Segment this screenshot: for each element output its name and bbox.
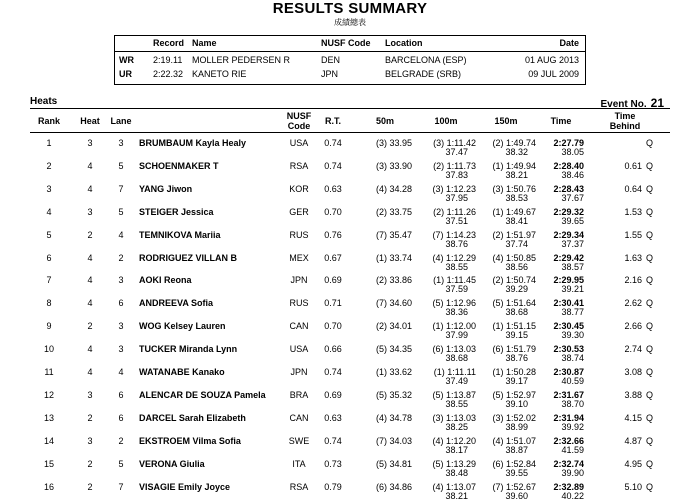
lap-150m: 38.32 bbox=[505, 147, 528, 157]
lap-200m: 38.46 bbox=[561, 169, 584, 180]
final-time: 2:29.95 bbox=[553, 275, 584, 286]
col-rt: R.T. bbox=[324, 116, 341, 126]
lap-100m: 37.83 bbox=[445, 169, 468, 180]
lap-200m: 40.22 bbox=[561, 490, 584, 501]
split-100m: (4) 1:12.29 bbox=[432, 252, 476, 263]
section-label: Heats bbox=[30, 96, 58, 107]
heat-cell: 4 bbox=[87, 367, 93, 377]
swimmer-name: VISAGIE Emily Joyce bbox=[139, 481, 231, 492]
lap-150m: 38.53 bbox=[505, 192, 528, 203]
lane-cell: 4 bbox=[118, 367, 124, 377]
col-rank: Rank bbox=[37, 116, 60, 126]
reaction-time: 0.70 bbox=[324, 206, 342, 217]
lap-150m: 38.68 bbox=[505, 307, 528, 318]
swimmer-name: RODRIGUEZ VILLAN B bbox=[139, 252, 237, 263]
qualified-mark: Q bbox=[646, 367, 654, 377]
nation-code: USA bbox=[289, 138, 309, 148]
final-time: 2:30.41 bbox=[553, 298, 584, 309]
swimmer-name: AOKI Reona bbox=[139, 275, 192, 286]
final-time: 2:32.74 bbox=[553, 458, 584, 469]
time-behind: 2.16 bbox=[624, 275, 642, 286]
lane-cell: 5 bbox=[118, 160, 124, 171]
records-header-name: Name bbox=[192, 38, 217, 48]
lap-100m: 37.59 bbox=[445, 284, 468, 295]
record-name: MOLLER PEDERSEN R bbox=[192, 55, 291, 65]
lap-150m: 39.10 bbox=[505, 398, 528, 409]
nation-code: MEX bbox=[289, 252, 309, 263]
lap-200m: 38.57 bbox=[561, 261, 584, 272]
table-row bbox=[0, 272, 700, 295]
table-row bbox=[0, 181, 700, 204]
time-behind: 2.66 bbox=[624, 321, 642, 332]
table-row bbox=[0, 479, 700, 502]
reaction-time: 0.71 bbox=[324, 298, 342, 309]
swimmer-name: VERONA Giulia bbox=[139, 458, 205, 469]
col-nusf: NUSF bbox=[286, 111, 312, 121]
final-time: 2:27.79 bbox=[553, 138, 584, 148]
swimmer-name: TEMNIKOVA Mariia bbox=[139, 229, 221, 240]
rank-cell: 13 bbox=[43, 412, 54, 423]
lap-200m: 40.59 bbox=[561, 376, 584, 386]
table-row bbox=[0, 204, 700, 227]
record-location: BARCELONA (ESP) bbox=[385, 55, 467, 65]
swimmer-name: WATANABE Kanako bbox=[139, 367, 225, 377]
records-header-location: Location bbox=[385, 38, 423, 48]
lap-150m: 38.87 bbox=[505, 444, 528, 455]
lap-200m: 39.92 bbox=[561, 421, 584, 432]
lane-cell: 2 bbox=[118, 252, 124, 263]
records-header-code: NUSF Code bbox=[321, 38, 371, 48]
record-type: UR bbox=[119, 69, 132, 79]
heat-cell: 3 bbox=[87, 206, 93, 217]
col-100m: 100m bbox=[434, 116, 458, 126]
lane-cell: 4 bbox=[118, 229, 124, 240]
event-label: Event No. bbox=[600, 99, 647, 110]
swimmer-name: ALENCAR DE SOUZA Pamela bbox=[139, 389, 266, 400]
heat-cell: 3 bbox=[87, 138, 93, 148]
lap-200m: 39.30 bbox=[561, 330, 584, 341]
split-150m: (2) 1:49.74 bbox=[492, 138, 536, 148]
lane-cell: 6 bbox=[118, 389, 124, 400]
qualified-mark: Q bbox=[646, 275, 654, 286]
lap-200m: 38.05 bbox=[561, 147, 584, 157]
table-row bbox=[0, 410, 700, 433]
lap-200m: 39.65 bbox=[561, 215, 584, 226]
split-100m: (3) 1:11.42 bbox=[433, 138, 476, 148]
record-code: JPN bbox=[321, 69, 339, 79]
heat-cell: 2 bbox=[87, 481, 93, 492]
records-header-record: Record bbox=[153, 38, 185, 48]
records-table bbox=[114, 35, 586, 85]
col-heat: Heat bbox=[80, 116, 100, 126]
reaction-time: 0.79 bbox=[324, 481, 342, 492]
lap-200m: 37.67 bbox=[561, 192, 584, 203]
lap-100m: 37.95 bbox=[445, 192, 468, 203]
split-150m: (3) 1:50.76 bbox=[492, 183, 536, 194]
rank-cell: 11 bbox=[44, 367, 54, 377]
split-50m: (3) 33.90 bbox=[375, 160, 412, 171]
split-150m: (6) 1:51.79 bbox=[492, 344, 536, 355]
split-100m: (2) 1:11.73 bbox=[433, 160, 476, 171]
time-behind: 1.55 bbox=[624, 229, 642, 240]
split-50m: (5) 34.81 bbox=[375, 458, 412, 469]
nation-code: GER bbox=[289, 206, 309, 217]
nation-code: RUS bbox=[289, 229, 309, 240]
table-row bbox=[0, 250, 700, 273]
split-50m: (6) 34.86 bbox=[375, 481, 412, 492]
final-time: 2:31.67 bbox=[553, 389, 584, 400]
lane-cell: 3 bbox=[118, 321, 124, 332]
reaction-time: 0.66 bbox=[324, 344, 342, 355]
split-150m: (6) 1:52.84 bbox=[492, 458, 536, 469]
page-title: RESULTS SUMMARY bbox=[272, 0, 428, 17]
split-150m: (4) 1:50.85 bbox=[492, 252, 536, 263]
rank-cell: 15 bbox=[43, 458, 54, 469]
heat-cell: 3 bbox=[87, 389, 93, 400]
table-row bbox=[0, 456, 700, 479]
lap-100m: 38.68 bbox=[445, 353, 468, 364]
time-behind: 3.88 bbox=[624, 389, 642, 400]
qualified-mark: Q bbox=[646, 321, 654, 332]
split-50m: (3) 33.95 bbox=[375, 138, 412, 148]
qualified-mark: Q bbox=[646, 481, 654, 492]
heat-cell: 4 bbox=[87, 275, 93, 286]
lap-100m: 38.48 bbox=[445, 467, 468, 478]
split-150m: (1) 1:51.15 bbox=[492, 321, 536, 332]
time-behind: 4.95 bbox=[624, 458, 642, 469]
lap-200m: 39.21 bbox=[561, 284, 584, 295]
reaction-time: 0.63 bbox=[324, 412, 342, 423]
heat-cell: 4 bbox=[87, 252, 93, 263]
lane-cell: 3 bbox=[118, 275, 124, 286]
split-100m: (3) 1:13.03 bbox=[432, 412, 476, 423]
final-time: 2:30.87 bbox=[553, 367, 584, 377]
time-behind: 4.87 bbox=[624, 435, 642, 446]
split-150m: (1) 1:49.67 bbox=[492, 206, 536, 217]
qualified-mark: Q bbox=[646, 206, 654, 217]
col-lane: Lane bbox=[110, 116, 132, 126]
qualified-mark: Q bbox=[646, 160, 654, 171]
nation-code: USA bbox=[289, 344, 309, 355]
lane-cell: 7 bbox=[118, 183, 124, 194]
final-time: 2:29.34 bbox=[553, 229, 584, 240]
table-row bbox=[0, 158, 700, 181]
lane-cell: 2 bbox=[118, 435, 124, 446]
lap-150m: 38.76 bbox=[505, 353, 528, 364]
table-row bbox=[0, 227, 700, 250]
qualified-mark: Q bbox=[646, 458, 654, 469]
lap-150m: 39.15 bbox=[505, 330, 528, 341]
rank-cell: 3 bbox=[46, 183, 52, 194]
time-behind: 1.63 bbox=[624, 252, 642, 263]
lap-150m: 39.29 bbox=[505, 284, 528, 295]
heat-cell: 4 bbox=[87, 183, 93, 194]
lap-200m: 38.77 bbox=[561, 307, 584, 318]
lap-150m: 39.55 bbox=[505, 467, 528, 478]
split-50m: (2) 33.75 bbox=[375, 206, 412, 217]
split-150m: (1) 1:50.28 bbox=[492, 367, 536, 377]
rank-cell: 5 bbox=[46, 229, 52, 240]
nation-code: KOR bbox=[289, 183, 309, 194]
nation-code: RSA bbox=[289, 160, 309, 171]
final-time: 2:29.32 bbox=[553, 206, 584, 217]
reaction-time: 0.74 bbox=[324, 435, 342, 446]
final-time: 2:29.42 bbox=[553, 252, 584, 263]
qualified-mark: Q bbox=[646, 183, 654, 194]
table-row bbox=[0, 433, 700, 456]
rank-cell: 8 bbox=[46, 298, 52, 309]
rank-cell: 1 bbox=[46, 138, 52, 148]
col-150m: 150m bbox=[494, 116, 518, 126]
record-time: 2:22.32 bbox=[153, 69, 184, 79]
split-50m: (5) 34.35 bbox=[375, 344, 412, 355]
results-column-headers bbox=[0, 110, 700, 132]
col-time: Time bbox=[550, 116, 572, 126]
time-behind: 3.08 bbox=[624, 367, 642, 377]
lap-100m: 38.55 bbox=[445, 398, 468, 409]
final-time: 2:28.40 bbox=[553, 160, 584, 171]
record-location: BELGRADE (SRB) bbox=[385, 69, 462, 79]
split-100m: (4) 1:13.07 bbox=[432, 481, 476, 492]
table-row bbox=[0, 387, 700, 410]
split-100m: (5) 1:13.87 bbox=[432, 389, 476, 400]
qualified-mark: Q bbox=[646, 138, 654, 148]
split-50m: (1) 33.62 bbox=[375, 367, 412, 377]
split-100m: (2) 1:11.26 bbox=[433, 206, 476, 217]
split-150m: (5) 1:51.64 bbox=[492, 298, 536, 309]
split-150m: (2) 1:51.97 bbox=[492, 229, 536, 240]
final-time: 2:30.45 bbox=[553, 321, 584, 332]
time-behind: 2.74 bbox=[624, 344, 642, 355]
swimmer-name: SCHOENMAKER T bbox=[139, 160, 219, 171]
split-100m: (7) 1:14.23 bbox=[432, 229, 476, 240]
lane-cell: 6 bbox=[118, 298, 124, 309]
heat-cell: 2 bbox=[87, 412, 93, 423]
qualified-mark: Q bbox=[646, 229, 654, 240]
lane-cell: 3 bbox=[118, 344, 124, 355]
heat-cell: 2 bbox=[87, 321, 93, 332]
lane-cell: 6 bbox=[118, 412, 124, 423]
record-date: 01 AUG 2013 bbox=[524, 55, 579, 65]
heat-cell: 4 bbox=[87, 160, 93, 171]
final-time: 2:32.89 bbox=[553, 481, 584, 492]
nation-code: CAN bbox=[289, 321, 309, 332]
swimmer-name: EKSTROEM Vilma Sofia bbox=[139, 435, 241, 446]
time-behind: 0.61 bbox=[624, 160, 642, 171]
rank-cell: 2 bbox=[46, 160, 52, 171]
reaction-time: 0.74 bbox=[324, 367, 342, 377]
lap-100m: 38.36 bbox=[445, 307, 468, 318]
event-number-value: 21 bbox=[650, 96, 664, 110]
reaction-time: 0.69 bbox=[324, 389, 342, 400]
split-50m: (2) 34.01 bbox=[375, 321, 412, 332]
lap-200m: 41.59 bbox=[561, 444, 584, 455]
lap-100m: 37.49 bbox=[445, 376, 468, 386]
rank-cell: 4 bbox=[46, 206, 52, 217]
lap-150m: 38.99 bbox=[505, 421, 528, 432]
heat-cell: 3 bbox=[87, 435, 93, 446]
header-divider-top bbox=[30, 108, 670, 109]
records-header bbox=[115, 38, 585, 51]
split-100m: (3) 1:12.23 bbox=[432, 183, 476, 194]
lap-200m: 39.90 bbox=[561, 467, 584, 478]
split-50m: (2) 33.86 bbox=[375, 275, 412, 286]
qualified-mark: Q bbox=[646, 389, 654, 400]
col-50m: 50m bbox=[375, 116, 394, 126]
lap-150m: 38.21 bbox=[505, 169, 528, 180]
split-100m: (5) 1:12.96 bbox=[432, 298, 476, 309]
lane-cell: 7 bbox=[118, 481, 124, 492]
split-100m: (5) 1:13.29 bbox=[432, 458, 476, 469]
table-row bbox=[0, 364, 700, 387]
nation-code: RSA bbox=[289, 481, 309, 492]
nation-code: JPN bbox=[290, 367, 308, 377]
record-date: 09 JUL 2009 bbox=[528, 69, 579, 79]
split-50m: (4) 34.78 bbox=[375, 412, 412, 423]
reaction-time: 0.74 bbox=[324, 160, 342, 171]
nation-code: BRA bbox=[289, 389, 309, 400]
split-100m: (1) 1:11.11 bbox=[433, 367, 476, 377]
lane-cell: 3 bbox=[118, 138, 124, 148]
heat-cell: 4 bbox=[87, 344, 93, 355]
lap-100m: 38.76 bbox=[445, 238, 468, 249]
time-behind: 2.62 bbox=[624, 298, 642, 309]
qualified-mark: Q bbox=[646, 412, 654, 423]
lap-100m: 38.25 bbox=[445, 421, 468, 432]
lap-100m: 38.55 bbox=[445, 261, 468, 272]
record-name: KANETO RIE bbox=[192, 69, 247, 79]
split-50m: (1) 33.74 bbox=[375, 252, 412, 263]
split-100m: (6) 1:13.03 bbox=[432, 344, 476, 355]
rank-cell: 16 bbox=[43, 481, 54, 492]
lane-cell: 5 bbox=[118, 458, 124, 469]
swimmer-name: WOG Kelsey Lauren bbox=[139, 321, 226, 332]
reaction-time: 0.69 bbox=[324, 275, 342, 286]
rank-cell: 6 bbox=[46, 252, 52, 263]
split-150m: (5) 1:52.97 bbox=[492, 389, 536, 400]
nation-code: ITA bbox=[292, 458, 306, 469]
final-time: 2:28.43 bbox=[553, 183, 584, 194]
nation-code: CAN bbox=[289, 412, 309, 423]
nation-code: SWE bbox=[288, 435, 310, 446]
heat-cell: 2 bbox=[87, 458, 93, 469]
lane-cell: 5 bbox=[118, 206, 124, 217]
split-150m: (3) 1:52.02 bbox=[492, 412, 536, 423]
split-50m: (7) 34.60 bbox=[375, 298, 412, 309]
lap-150m: 39.60 bbox=[505, 490, 528, 501]
lap-100m: 38.21 bbox=[445, 490, 468, 501]
qualified-mark: Q bbox=[646, 344, 654, 355]
lap-150m: 38.41 bbox=[505, 215, 528, 226]
lap-150m: 37.74 bbox=[505, 238, 528, 249]
heat-cell: 2 bbox=[87, 229, 93, 240]
nation-code: RUS bbox=[289, 298, 309, 309]
reaction-time: 0.74 bbox=[324, 138, 342, 148]
rank-cell: 7 bbox=[46, 275, 52, 286]
time-behind: 1.53 bbox=[624, 206, 642, 217]
table-row bbox=[0, 318, 700, 341]
qualified-mark: Q bbox=[646, 298, 654, 309]
lap-150m: 39.17 bbox=[505, 376, 528, 386]
time-behind: 4.15 bbox=[624, 412, 642, 423]
lap-200m: 38.70 bbox=[561, 398, 584, 409]
record-row bbox=[115, 69, 585, 83]
rank-cell: 14 bbox=[43, 435, 54, 446]
lap-100m: 37.47 bbox=[445, 147, 468, 157]
time-behind: 5.10 bbox=[624, 481, 642, 492]
lap-150m: 38.56 bbox=[505, 261, 528, 272]
swimmer-name: DARCEL Sarah Elizabeth bbox=[139, 412, 246, 423]
lap-100m: 37.51 bbox=[445, 215, 468, 226]
qualified-mark: Q bbox=[646, 435, 654, 446]
final-time: 2:31.94 bbox=[553, 412, 584, 423]
record-row bbox=[115, 55, 585, 69]
page-subtitle: 成績總表 bbox=[334, 18, 366, 27]
lap-200m: 37.37 bbox=[561, 238, 584, 249]
rank-cell: 9 bbox=[46, 321, 52, 332]
col-time-behind-1: Time bbox=[614, 111, 636, 121]
table-row bbox=[0, 295, 700, 318]
reaction-time: 0.70 bbox=[324, 321, 342, 332]
split-150m: (7) 1:52.67 bbox=[492, 481, 536, 492]
record-type: WR bbox=[119, 55, 134, 65]
split-50m: (7) 35.47 bbox=[375, 229, 412, 240]
split-150m: (4) 1:51.07 bbox=[492, 435, 536, 446]
time-behind: 0.64 bbox=[624, 183, 642, 194]
final-time: 2:30.53 bbox=[553, 344, 584, 355]
records-divider bbox=[115, 51, 585, 52]
lap-200m: 38.74 bbox=[561, 353, 584, 364]
lap-100m: 38.17 bbox=[445, 444, 468, 455]
header-divider-bottom bbox=[30, 132, 670, 133]
lap-100m: 37.99 bbox=[445, 330, 468, 341]
split-50m: (7) 34.03 bbox=[375, 435, 412, 446]
col-code: Code bbox=[287, 121, 311, 131]
split-50m: (4) 34.28 bbox=[375, 183, 412, 194]
split-100m: (4) 1:12.20 bbox=[432, 435, 476, 446]
reaction-time: 0.63 bbox=[324, 183, 342, 194]
split-150m: (2) 1:50.74 bbox=[492, 275, 536, 286]
col-time-behind-2: Behind bbox=[609, 121, 641, 131]
swimmer-name: BRUMBAUM Kayla Healy bbox=[139, 138, 247, 148]
swimmer-name: TUCKER Miranda Lynn bbox=[139, 344, 238, 355]
split-150m: (1) 1:49.94 bbox=[492, 160, 536, 171]
swimmer-name: STEIGER Jessica bbox=[139, 206, 214, 217]
split-100m: (1) 1:12.00 bbox=[432, 321, 476, 332]
reaction-time: 0.76 bbox=[324, 229, 342, 240]
nation-code: JPN bbox=[290, 275, 308, 286]
table-row bbox=[0, 341, 700, 364]
qualified-mark: Q bbox=[646, 252, 654, 263]
swimmer-name: ANDREEVA Sofia bbox=[139, 298, 214, 309]
split-100m: (1) 1:11.45 bbox=[433, 275, 476, 286]
reaction-time: 0.73 bbox=[324, 458, 342, 469]
record-time: 2:19.11 bbox=[153, 55, 183, 65]
record-code: DEN bbox=[321, 55, 341, 65]
swimmer-name: YANG Jiwon bbox=[139, 183, 193, 194]
rank-cell: 12 bbox=[43, 389, 54, 400]
table-row bbox=[0, 135, 700, 158]
final-time: 2:32.66 bbox=[553, 435, 584, 446]
reaction-time: 0.67 bbox=[324, 252, 342, 263]
rank-cell: 10 bbox=[43, 344, 54, 355]
heat-cell: 4 bbox=[87, 298, 93, 309]
split-50m: (5) 35.32 bbox=[375, 389, 412, 400]
records-header-date: Date bbox=[559, 38, 579, 48]
